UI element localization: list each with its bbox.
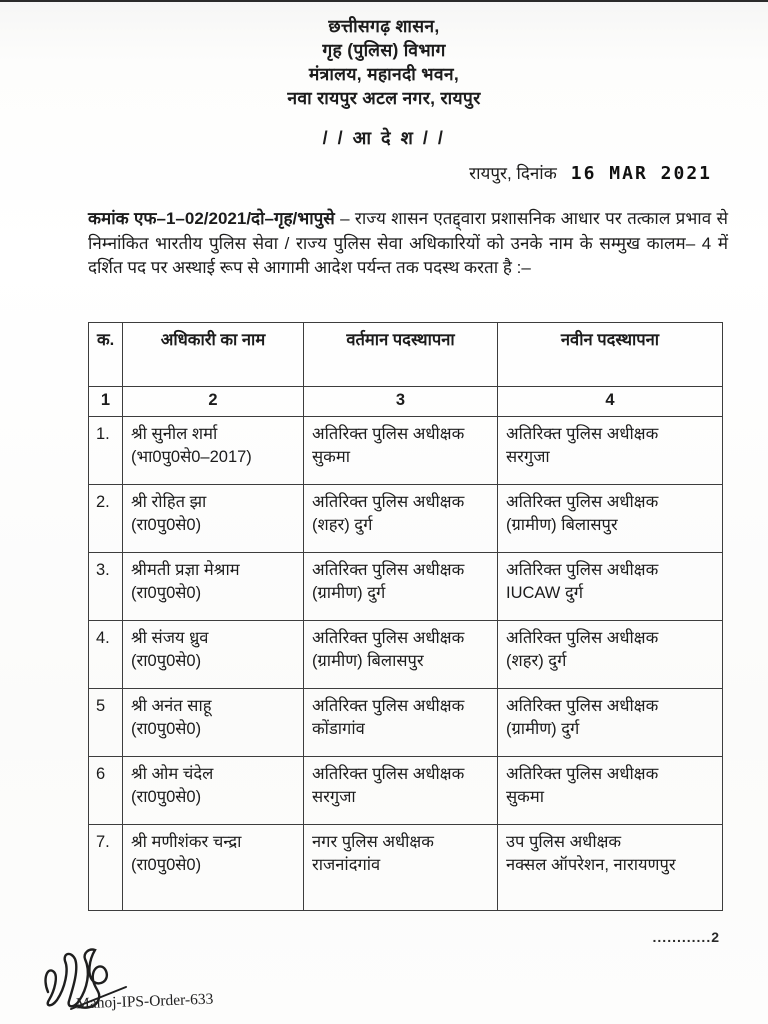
cell-line: अतिरिक्त पुलिस अधीक्षक bbox=[312, 493, 465, 511]
order-reference-number: कमांक एफ–1–02/2021/दो–गृह/भापुसे bbox=[88, 209, 335, 228]
cell-line: कोंडागांव bbox=[312, 720, 365, 738]
cell-line: श्री अनंत साहू bbox=[131, 697, 212, 715]
cell-line: अतिरिक्त पुलिस अधीक्षक bbox=[312, 629, 465, 647]
cell-line: (रा0पु0से0) bbox=[131, 856, 202, 874]
cell-line: उप पुलिस अधीक्षक bbox=[506, 833, 622, 851]
order-table-body bbox=[89, 417, 723, 911]
cell-line: (रा0पु0से0) bbox=[131, 652, 202, 670]
current-posting-cell bbox=[304, 485, 498, 553]
header-new-posting: नवीन पदस्थापना bbox=[498, 323, 723, 387]
serial-cell bbox=[89, 825, 123, 911]
cell-line: श्री ओम चंदेल bbox=[131, 765, 214, 783]
current-posting-cell bbox=[304, 417, 498, 485]
table-row bbox=[89, 689, 723, 757]
document-reference-text: Manoj-IPS-Order-633 bbox=[75, 990, 214, 1013]
cell-line: 1. bbox=[96, 425, 110, 443]
cell-line: सरगुजा bbox=[312, 788, 356, 806]
current-posting-cell bbox=[304, 689, 498, 757]
new-posting-cell bbox=[498, 485, 723, 553]
transfer-order-table bbox=[88, 322, 723, 911]
cell-line: (रा0पु0से0) bbox=[131, 516, 202, 534]
cell-line: अतिरिक्त पुलिस अधीक्षक bbox=[506, 425, 659, 443]
table-row bbox=[89, 417, 723, 485]
order-heading: / / आ दे श / / bbox=[322, 128, 446, 148]
cell-line: श्री मणीशंकर चन्द्रा bbox=[131, 833, 242, 851]
new-posting-cell bbox=[498, 689, 723, 757]
new-posting-cell bbox=[498, 825, 723, 911]
cell-line: अतिरिक्त पुलिस अधीक्षक bbox=[312, 425, 465, 443]
cell-line: श्री संजय ध्रुव bbox=[131, 629, 209, 647]
new-posting-cell bbox=[498, 553, 723, 621]
date-place-label: रायपुर, दिनांक bbox=[469, 164, 557, 183]
header-row bbox=[89, 323, 723, 387]
officer-name-cell bbox=[123, 689, 304, 757]
cell-line: (रा0पु0से0) bbox=[131, 720, 202, 738]
date-stamp: 16 MAR 2021 bbox=[570, 163, 712, 184]
cell-line: अतिरिक्त पुलिस अधीक्षक bbox=[506, 629, 659, 647]
column-number-4: 4 bbox=[498, 387, 723, 417]
header-serial: क. bbox=[89, 323, 123, 387]
column-number-3: 3 bbox=[304, 387, 498, 417]
letterhead-line-govt: छत्तीसगढ़ शासन, bbox=[328, 16, 440, 36]
officer-name-cell bbox=[123, 553, 304, 621]
officer-name-cell bbox=[123, 825, 304, 911]
cell-line: अतिरिक्त पुलिस अधीक्षक bbox=[506, 493, 659, 511]
officer-name-cell bbox=[123, 757, 304, 825]
order-paragraph bbox=[88, 207, 728, 281]
serial-cell bbox=[89, 621, 123, 689]
cell-line: अतिरिक्त पुलिस अधीक्षक bbox=[506, 697, 659, 715]
serial-cell bbox=[89, 757, 123, 825]
cell-line: अतिरिक्त पुलिस अधीक्षक bbox=[312, 697, 465, 715]
serial-cell bbox=[89, 417, 123, 485]
cell-line: नगर पुलिस अधीक्षक bbox=[312, 833, 434, 851]
cell-line: श्री रोहित झा bbox=[131, 493, 207, 511]
page-continuation-ref: ............2 bbox=[652, 929, 720, 945]
cell-line: (भा0पु0से0–2017) bbox=[131, 448, 252, 466]
cell-line: अतिरिक्त पुलिस अधीक्षक bbox=[506, 561, 659, 579]
new-posting-cell bbox=[498, 757, 723, 825]
cell-line: (ग्रामीण) बिलासपुर bbox=[506, 516, 618, 534]
date-line bbox=[469, 161, 712, 184]
new-posting-cell bbox=[498, 417, 723, 485]
serial-cell bbox=[89, 485, 123, 553]
cell-line: 5 bbox=[96, 697, 106, 715]
cell-line: नक्सल ऑपरेशन, नारायणपुर bbox=[506, 856, 676, 874]
cell-line: (ग्रामीण) दुर्ग bbox=[312, 584, 386, 602]
cell-line: (ग्रामीण) बिलासपुर bbox=[312, 652, 424, 670]
cell-line: राजनांदगांव bbox=[312, 856, 381, 874]
current-posting-cell bbox=[304, 621, 498, 689]
cell-line: अतिरिक्त पुलिस अधीक्षक bbox=[312, 765, 465, 783]
serial-cell bbox=[89, 689, 123, 757]
letterhead-line-city: नवा रायपुर अटल नगर, रायपुर bbox=[287, 88, 481, 108]
current-posting-cell bbox=[304, 553, 498, 621]
serial-cell bbox=[89, 553, 123, 621]
cell-line: सुकमा bbox=[506, 788, 544, 806]
new-posting-cell bbox=[498, 621, 723, 689]
officer-name-cell bbox=[123, 417, 304, 485]
cell-line: 3. bbox=[96, 561, 110, 579]
cell-line: अतिरिक्त पुलिस अधीक्षक bbox=[506, 765, 659, 783]
column-number-1: 1 bbox=[89, 387, 123, 417]
cell-line: (रा0पु0से0) bbox=[131, 584, 202, 602]
cell-line: IUCAW दुर्ग bbox=[506, 584, 584, 602]
cell-line: 2. bbox=[96, 493, 110, 511]
cell-line: 7. bbox=[96, 833, 110, 851]
cell-line: श्री सुनील शर्मा bbox=[131, 425, 218, 443]
header-officer-name: अधिकारी का नाम bbox=[123, 323, 304, 387]
table-row bbox=[89, 621, 723, 689]
cell-line: श्रीमती प्रज्ञा मेश्राम bbox=[131, 561, 240, 579]
cell-line: सरगुजा bbox=[506, 448, 550, 466]
current-posting-cell bbox=[304, 825, 498, 911]
cell-line: (शहर) दुर्ग bbox=[506, 652, 567, 670]
scan-top-edge bbox=[0, 0, 768, 2]
cell-line: सुकमा bbox=[312, 448, 350, 466]
table-row bbox=[89, 825, 723, 911]
cell-line: 6 bbox=[96, 765, 106, 783]
column-number-2: 2 bbox=[123, 387, 304, 417]
order-paragraph-text: – राज्य शासन एतद्द्वारा प्रशासनिक आधार पर तत्काल प्रभाव से निम्नांकित भारतीय पुलिस सेवा / राज्य पुलिस सेवा अधिकारियों को उनके नाम के सम्मुख कालम– 4 में दर्शित पद पर अस्थाई रूप से आगामी आदेश पर्यन्त तक पदस्थ करता है :– bbox=[88, 209, 728, 277]
letterhead-line-dept: गृह (पुलिस) विभाग bbox=[322, 40, 446, 60]
cell-line: 4. bbox=[96, 629, 110, 647]
cell-line: (शहर) दुर्ग bbox=[312, 516, 373, 534]
cell-line: (ग्रामीण) दुर्ग bbox=[506, 720, 580, 738]
officer-name-cell bbox=[123, 621, 304, 689]
table-row bbox=[89, 553, 723, 621]
header-current-posting: वर्तमान पदस्थापना bbox=[304, 323, 498, 387]
column-number-row bbox=[89, 387, 723, 417]
table-row bbox=[89, 485, 723, 553]
officer-name-cell bbox=[123, 485, 304, 553]
table-header bbox=[89, 323, 723, 417]
cell-line: अतिरिक्त पुलिस अधीक्षक bbox=[312, 561, 465, 579]
current-posting-cell bbox=[304, 757, 498, 825]
letterhead bbox=[0, 14, 768, 110]
letterhead-line-ministry: मंत्रालय, महानदी भवन, bbox=[308, 64, 460, 84]
cell-line: (रा0पु0से0) bbox=[131, 788, 202, 806]
table-row bbox=[89, 757, 723, 825]
